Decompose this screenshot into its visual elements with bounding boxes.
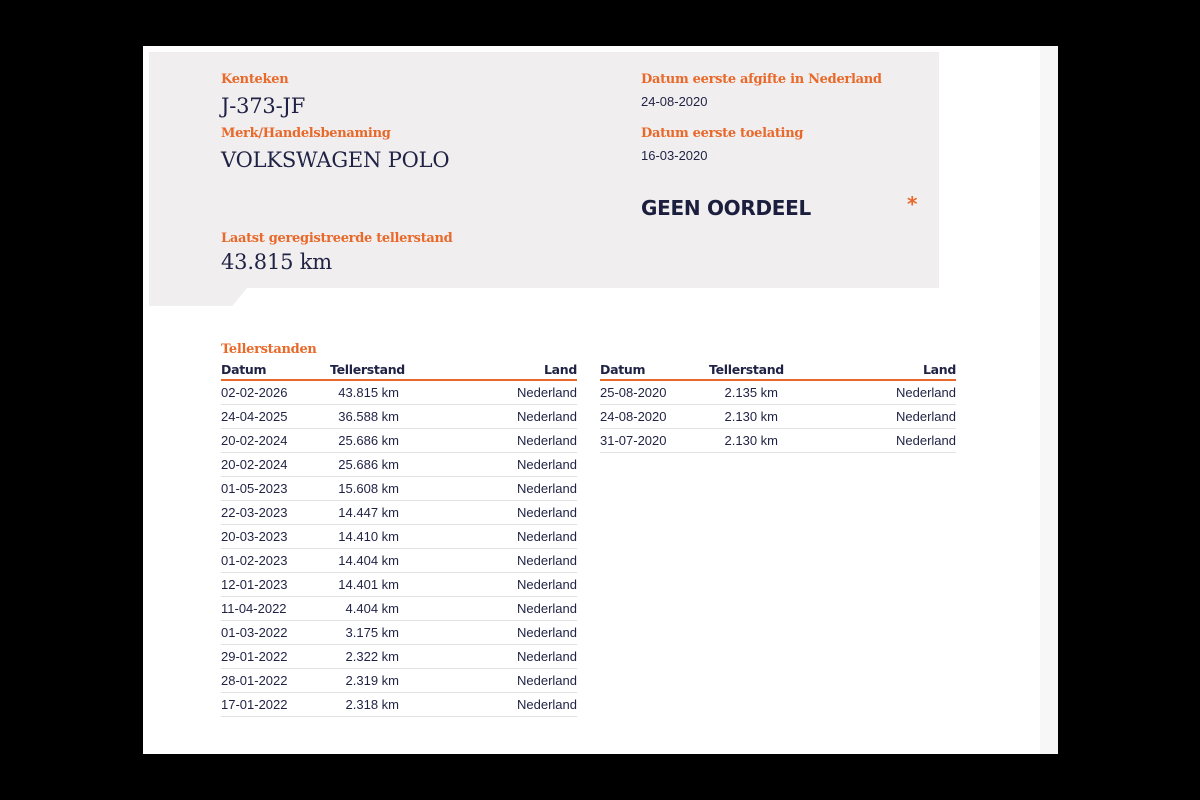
row-km: 25.686 km xyxy=(338,457,399,472)
row-land: Nederland xyxy=(517,553,577,568)
tellerstand-value: 43.815 km xyxy=(221,250,332,274)
row-km: 2.319 km xyxy=(345,673,399,688)
readings-table-right xyxy=(600,362,956,453)
row-date: 31-07-2020 xyxy=(600,433,667,448)
row-date: 01-05-2023 xyxy=(221,481,288,496)
row-date: 20-02-2024 xyxy=(221,433,288,448)
table-row xyxy=(221,525,577,549)
row-land: Nederland xyxy=(517,481,577,496)
page-edge xyxy=(1040,46,1058,754)
row-date: 11-04-2022 xyxy=(221,601,287,616)
row-land: Nederland xyxy=(517,385,577,400)
row-km: 4.404 km xyxy=(345,601,399,616)
summary-box-tail xyxy=(149,288,247,306)
table-row xyxy=(221,549,577,573)
row-km: 2.130 km xyxy=(724,409,778,424)
table-row xyxy=(221,645,577,669)
row-land: Nederland xyxy=(896,433,956,448)
table-row xyxy=(221,381,577,405)
row-km: 3.175 km xyxy=(345,625,399,640)
table-row xyxy=(600,429,956,453)
row-km: 36.588 km xyxy=(338,409,399,424)
row-date: 24-08-2020 xyxy=(600,409,667,424)
row-land: Nederland xyxy=(896,385,956,400)
row-land: Nederland xyxy=(517,673,577,688)
header-land: Land xyxy=(922,362,956,377)
row-date: 22-03-2023 xyxy=(221,505,288,520)
header-date: Datum xyxy=(221,362,267,377)
table-row xyxy=(221,453,577,477)
table-row xyxy=(221,429,577,453)
afgifte-value: 24-08-2020 xyxy=(641,94,708,109)
row-land: Nederland xyxy=(517,625,577,640)
table-row xyxy=(221,597,577,621)
report-page xyxy=(143,46,1058,754)
kenteken-value: J-373-JF xyxy=(221,94,306,118)
table-header xyxy=(221,362,577,381)
tellerstand-label: Laatst geregistreerde tellerstand xyxy=(221,231,453,246)
row-date: 01-03-2022 xyxy=(221,625,288,640)
row-km: 14.401 km xyxy=(338,577,399,592)
merk-value: VOLKSWAGEN POLO xyxy=(221,148,450,172)
row-km: 2.322 km xyxy=(345,649,399,664)
row-km: 25.686 km xyxy=(338,433,399,448)
header-km: Tellerstand xyxy=(330,362,405,377)
readings-section-title: Tellerstanden xyxy=(221,342,317,357)
table-row xyxy=(221,405,577,429)
header-km: Tellerstand xyxy=(709,362,784,377)
row-date: 24-04-2025 xyxy=(221,409,288,424)
table-row xyxy=(221,669,577,693)
kenteken-label: Kenteken xyxy=(221,72,289,87)
row-land: Nederland xyxy=(517,409,577,424)
row-land: Nederland xyxy=(517,649,577,664)
row-date: 02-02-2026 xyxy=(221,385,288,400)
merk-label: Merk/Handelsbenaming xyxy=(221,126,391,141)
row-km: 14.410 km xyxy=(338,529,399,544)
toelating-label: Datum eerste toelating xyxy=(641,126,804,141)
table-row xyxy=(221,693,577,717)
row-land: Nederland xyxy=(517,577,577,592)
readings-table-left xyxy=(221,362,577,717)
table-row xyxy=(221,621,577,645)
row-date: 25-08-2020 xyxy=(600,385,667,400)
row-km: 2.318 km xyxy=(345,697,399,712)
row-km: 2.135 km xyxy=(724,385,778,400)
table-row xyxy=(600,381,956,405)
row-land: Nederland xyxy=(896,409,956,424)
header-date: Datum xyxy=(600,362,646,377)
row-date: 17-01-2022 xyxy=(221,697,288,712)
row-land: Nederland xyxy=(517,601,577,616)
header-land: Land xyxy=(543,362,577,377)
row-km: 43.815 km xyxy=(338,385,399,400)
row-land: Nederland xyxy=(517,457,577,472)
row-land: Nederland xyxy=(517,529,577,544)
row-land: Nederland xyxy=(517,697,577,712)
row-date: 12-01-2023 xyxy=(221,577,288,592)
row-land: Nederland xyxy=(517,433,577,448)
row-date: 01-02-2023 xyxy=(221,553,288,568)
table-header xyxy=(600,362,956,381)
table-row xyxy=(221,573,577,597)
row-km: 14.447 km xyxy=(338,505,399,520)
row-land: Nederland xyxy=(517,505,577,520)
verdict-text: GEEN OORDEEL xyxy=(641,196,811,220)
table-row xyxy=(600,405,956,429)
row-date: 20-03-2023 xyxy=(221,529,288,544)
verdict-footnote-marker: * xyxy=(907,192,918,216)
row-date: 29-01-2022 xyxy=(221,649,288,664)
table-row xyxy=(221,501,577,525)
row-date: 28-01-2022 xyxy=(221,673,288,688)
row-date: 20-02-2024 xyxy=(221,457,288,472)
row-km: 2.130 km xyxy=(724,433,778,448)
toelating-value: 16-03-2020 xyxy=(641,148,708,163)
row-km: 14.404 km xyxy=(338,553,399,568)
afgifte-label: Datum eerste afgifte in Nederland xyxy=(641,72,882,87)
row-km: 15.608 km xyxy=(338,481,399,496)
table-row xyxy=(221,477,577,501)
